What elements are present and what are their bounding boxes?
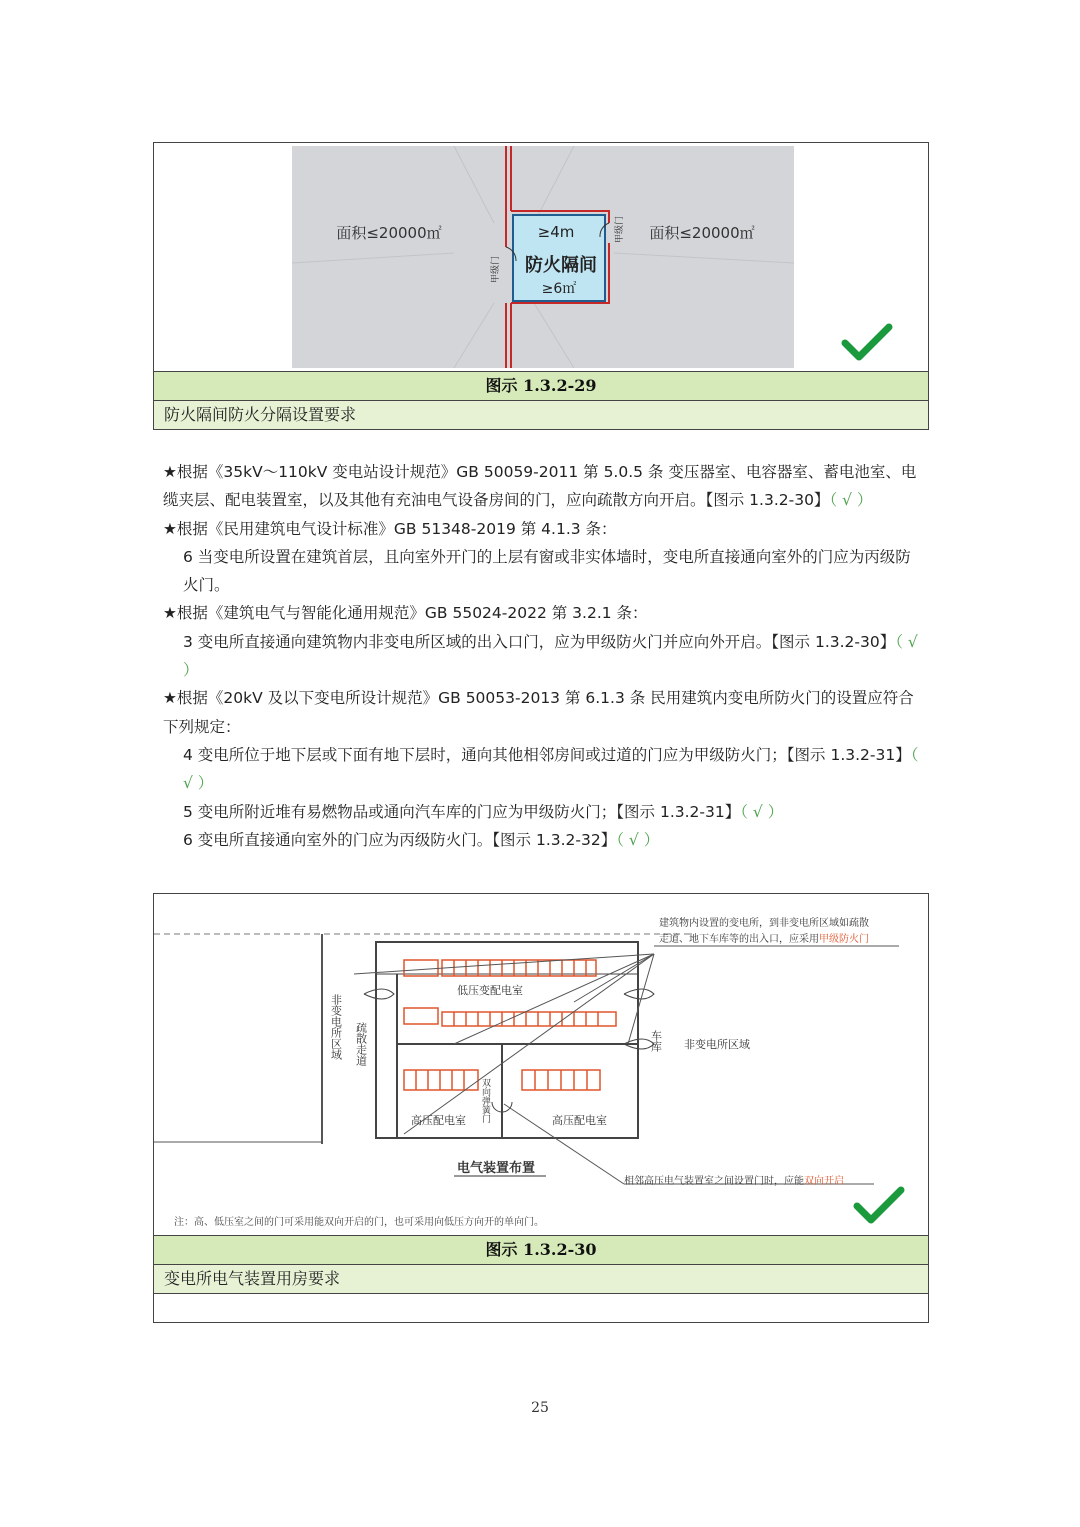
figure-1-box — [153, 142, 929, 430]
hv-switchgear-left — [404, 1070, 478, 1090]
width-label: ≥4m — [537, 223, 575, 241]
hv-room-left-label: 高压配电室 — [411, 1114, 466, 1127]
paragraph-6: ★根据《20kV 及以下变电所设计规范》GB 50053-2013 第 6.1.3 条 民用建筑内变电所防火门的设置应符合下列规定： — [163, 689, 914, 736]
paragraph-2: ★根据《民用建筑电气设计标准》GB 51348-2019 第 4.1.3 条： — [163, 519, 617, 538]
leader-lines — [354, 954, 874, 1184]
note-bottom: 相邻高压电气装置室之间设置门时，应能双向开启 — [624, 1176, 844, 1187]
corridor-label: 疏散走道 — [354, 1022, 368, 1066]
door-right-label: 甲级门 — [615, 215, 625, 243]
note-top-line2: 走道、地下车库等的出入口，应采用甲级防火门 — [659, 934, 869, 945]
paragraph-5: 3 变电所直接通向建筑物内非变电所区域的出入口门，应为甲级防火门并应向外开启。【图示 1.3.2-30】（ √ ） — [183, 632, 918, 680]
paragraph-3: 6 当变电所设置在建筑首层，且向室外开门的上层有窗或非实体墙时，变电所直接通向室外的门应为丙级防火门。 — [183, 547, 911, 595]
note-top-line1: 建筑物内设置的变电所，到非变电所区域如疏散 — [659, 918, 869, 929]
green-check-icon — [853, 1186, 905, 1226]
layout-title: 电气装置布置 — [457, 1161, 536, 1176]
non-substation-area-left-label: 非变电所区域 — [329, 994, 343, 1060]
room-area-label: ≥6㎡ — [541, 281, 577, 297]
figure-2-empty-row — [154, 1293, 928, 1322]
figure-1-description: 防火隔间防火分隔设置要求 — [154, 400, 928, 429]
room-label: 防火隔间 — [525, 255, 597, 276]
paragraph-9: 6 变电所直接通向室外的门应为丙级防火门。【图示 1.3.2-32】（ √ ） — [183, 830, 660, 849]
paragraph-7: 4 变电所位于地下层或下面有地下层时，通向其他相邻房间或过道的门应为甲级防火门；【图示 1.3.2-31】（ √ ） — [183, 745, 919, 793]
hv-room-right-label: 高压配电室 — [552, 1114, 607, 1127]
paragraph-4: ★根据《建筑电气与智能化通用规范》GB 55024-2022 第 3.2.1 条： — [163, 604, 648, 623]
figure-2-description: 变电所电气装置用房要求 — [154, 1264, 928, 1293]
lv-switchgear-row-2 — [404, 1008, 616, 1026]
double-swing-door-label: 双向弹簧门 — [480, 1078, 490, 1123]
green-check-icon — [841, 323, 893, 363]
page-number: 25 — [531, 1400, 549, 1416]
substation-layout-diagram — [154, 894, 928, 1235]
paragraph-8: 5 变电所附近堆有易燃物品或通向汽车库的门应为甲级防火门；【图示 1.3.2-31】（ √ ） — [183, 802, 784, 821]
hv-switchgear-right — [522, 1070, 600, 1090]
non-substation-area-right-label: 非变电所区域 — [684, 1038, 750, 1051]
paragraph-1: ★根据《35kV～110kV 变电站设计规范》GB 50059-2011 第 5.0.5 条 变压器室、电容器室、蓄电池室、电缆夹层、配电装置室，以及其他有充油电气设备房间的门，应向疏散方向开启。【图示 1.3.2-30】（ √ ） — [163, 463, 917, 510]
building-outline — [376, 942, 638, 1138]
area-right-label: 面积≤20000㎡ — [649, 224, 755, 242]
regulation-text — [163, 458, 923, 854]
area-left-label: 面积≤20000㎡ — [336, 224, 442, 242]
wall-break-left — [364, 989, 394, 999]
figure-1-caption: 图示 1.3.2-29 — [154, 371, 928, 400]
footnote: 注：高、低压室之间的门可采用能双向开启的门，也可采用向低压方向开的单向门。 — [174, 1217, 544, 1228]
fire-compartment-diagram — [154, 143, 928, 371]
figure-2-caption: 图示 1.3.2-30 — [154, 1235, 928, 1264]
figure-2-box — [153, 893, 929, 1323]
door-left-label: 甲级门 — [491, 255, 501, 283]
garage-label: 车库 — [649, 1030, 663, 1052]
low-voltage-room-label: 低压变配电室 — [457, 984, 523, 997]
